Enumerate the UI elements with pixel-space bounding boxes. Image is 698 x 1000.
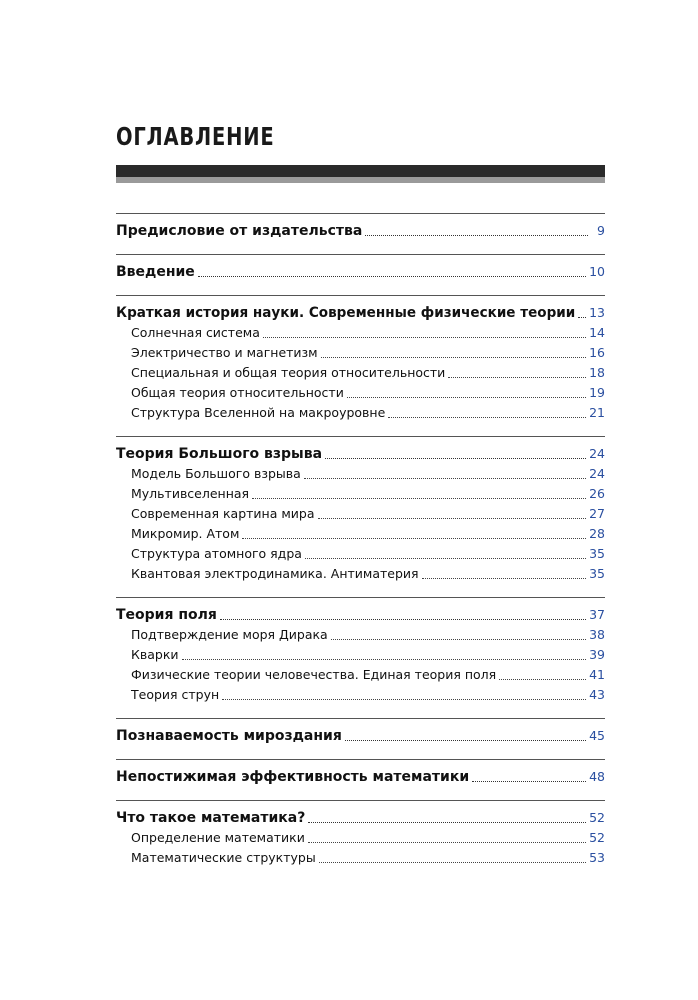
dot-leader xyxy=(422,578,587,579)
dot-leader xyxy=(308,822,586,823)
toc-subsection-entry[interactable] xyxy=(116,343,605,363)
toc-page-number: 53 xyxy=(589,850,605,865)
dot-leader xyxy=(304,478,586,479)
toc-entry-title: Физические теории человечества. Единая теория поля xyxy=(131,667,497,682)
toc-section xyxy=(116,800,605,873)
toc-chapter-entry[interactable] xyxy=(116,260,605,282)
toc-entry-title: Кварки xyxy=(131,647,179,662)
dot-leader xyxy=(319,862,586,863)
dot-leader xyxy=(345,740,586,741)
toc-subsection-entry[interactable] xyxy=(116,323,605,343)
table-of-contents xyxy=(116,213,605,873)
toc-subsection-entry[interactable] xyxy=(116,828,605,848)
toc-subsection-entry[interactable] xyxy=(116,524,605,544)
toc-page-number: 21 xyxy=(589,405,605,420)
toc-page-number: 19 xyxy=(589,385,605,400)
dot-leader xyxy=(331,639,586,640)
dot-leader xyxy=(321,357,586,358)
dot-leader xyxy=(222,699,586,700)
toc-chapter-entry[interactable] xyxy=(116,806,605,828)
toc-entry-title: Предисловие от издательства xyxy=(116,223,363,239)
toc-page-number: 16 xyxy=(589,345,605,360)
toc-subsection-entry[interactable] xyxy=(116,625,605,645)
toc-section xyxy=(116,718,605,751)
toc-page-number: 28 xyxy=(589,526,605,541)
toc-page-number: 10 xyxy=(589,264,605,279)
toc-subsection-entry[interactable] xyxy=(116,544,605,564)
toc-entry-title: Теория поля xyxy=(116,607,217,623)
toc-entry-title: Общая теория относительности xyxy=(131,385,344,400)
toc-chapter-entry[interactable] xyxy=(116,301,605,323)
dot-leader xyxy=(252,498,586,499)
toc-subsection-entry[interactable] xyxy=(116,645,605,665)
toc-section xyxy=(116,759,605,792)
toc-section xyxy=(116,213,605,246)
dot-leader xyxy=(318,518,587,519)
toc-page-number: 52 xyxy=(589,830,605,845)
toc-entry-title: Введение xyxy=(116,264,195,280)
toc-page-number: 35 xyxy=(589,546,605,561)
toc-entry-title: Мультивселенная xyxy=(131,486,250,501)
dot-leader xyxy=(448,377,586,378)
toc-subsection-entry[interactable] xyxy=(116,848,605,868)
toc-section xyxy=(116,436,605,589)
toc-page-number: 14 xyxy=(589,325,605,340)
toc-entry-title: Структура атомного ядра xyxy=(131,546,302,561)
toc-subsection-entry[interactable] xyxy=(116,464,605,484)
page-title: ОГЛАВЛЕНИЕ xyxy=(116,122,275,151)
dot-leader xyxy=(388,417,586,418)
toc-page-number: 48 xyxy=(589,769,605,784)
toc-page-number: 27 xyxy=(589,506,605,521)
toc-page-number: 41 xyxy=(589,667,605,682)
toc-entry-title: Подтверждение моря Дирака xyxy=(131,627,328,642)
dot-leader xyxy=(198,276,586,277)
toc-entry-title: Квантовая электродинамика. Антиматерия xyxy=(131,566,419,581)
dot-leader xyxy=(182,659,587,660)
dot-leader xyxy=(347,397,586,398)
toc-section xyxy=(116,254,605,287)
toc-subsection-entry[interactable] xyxy=(116,484,605,504)
toc-page-number: 43 xyxy=(589,687,605,702)
dot-leader xyxy=(472,781,586,782)
toc-chapter-entry[interactable] xyxy=(116,442,605,464)
toc-subsection-entry[interactable] xyxy=(116,403,605,423)
toc-page-number: 35 xyxy=(589,566,605,581)
toc-chapter-entry[interactable] xyxy=(116,603,605,625)
toc-page-number: 26 xyxy=(589,486,605,501)
toc-entry-title: Теория струн xyxy=(131,687,220,702)
dot-leader xyxy=(499,679,586,680)
toc-entry-title: Определение математики xyxy=(131,830,305,845)
toc-entry-title: Краткая история науки. Современные физические теории xyxy=(116,305,576,321)
dot-leader xyxy=(325,458,586,459)
toc-section xyxy=(116,597,605,710)
toc-page-number: 37 xyxy=(589,607,605,622)
toc-page-number: 39 xyxy=(589,647,605,662)
toc-section xyxy=(116,295,605,428)
toc-entry-title: Солнечная система xyxy=(131,325,260,340)
toc-entry-title: Специальная и общая теория относительности xyxy=(131,365,446,380)
toc-subsection-entry[interactable] xyxy=(116,564,605,584)
toc-subsection-entry[interactable] xyxy=(116,685,605,705)
toc-subsection-entry[interactable] xyxy=(116,363,605,383)
toc-entry-title: Математические структуры xyxy=(131,850,316,865)
toc-subsection-entry[interactable] xyxy=(116,665,605,685)
dot-leader xyxy=(308,842,586,843)
dot-leader xyxy=(220,619,586,620)
title-rule-dark xyxy=(116,165,605,177)
toc-entry-title: Теория Большого взрыва xyxy=(116,446,323,462)
toc-entry-title: Что такое математика? xyxy=(116,810,306,826)
toc-subsection-entry[interactable] xyxy=(116,383,605,403)
toc-chapter-entry[interactable] xyxy=(116,765,605,787)
toc-page-number: 9 xyxy=(597,223,605,238)
toc-entry-title: Современная картина мира xyxy=(131,506,315,521)
dot-leader xyxy=(365,235,588,236)
dot-leader xyxy=(263,337,586,338)
toc-chapter-entry[interactable] xyxy=(116,724,605,746)
toc-entry-title: Модель Большого взрыва xyxy=(131,466,301,481)
toc-entry-title: Электричество и магнетизм xyxy=(131,345,318,360)
toc-entry-title: Познаваемость мироздания xyxy=(116,728,342,744)
toc-entry-title: Непостижимая эффективность математики xyxy=(116,769,470,785)
toc-page-number: 38 xyxy=(589,627,605,642)
toc-chapter-entry[interactable] xyxy=(116,219,605,241)
toc-page-number: 18 xyxy=(589,365,605,380)
toc-page-number: 24 xyxy=(589,466,605,481)
toc-entry-title: Микромир. Атом xyxy=(131,526,240,541)
toc-page-number: 13 xyxy=(589,305,605,320)
toc-subsection-entry[interactable] xyxy=(116,504,605,524)
dot-leader xyxy=(305,558,586,559)
toc-entry-title: Структура Вселенной на макроуровне xyxy=(131,405,386,420)
toc-page-number: 24 xyxy=(589,446,605,461)
dot-leader xyxy=(242,538,586,539)
toc-page-number: 52 xyxy=(589,810,605,825)
title-rule-light xyxy=(116,177,605,183)
dot-leader xyxy=(578,317,586,318)
toc-page-number: 45 xyxy=(589,728,605,743)
